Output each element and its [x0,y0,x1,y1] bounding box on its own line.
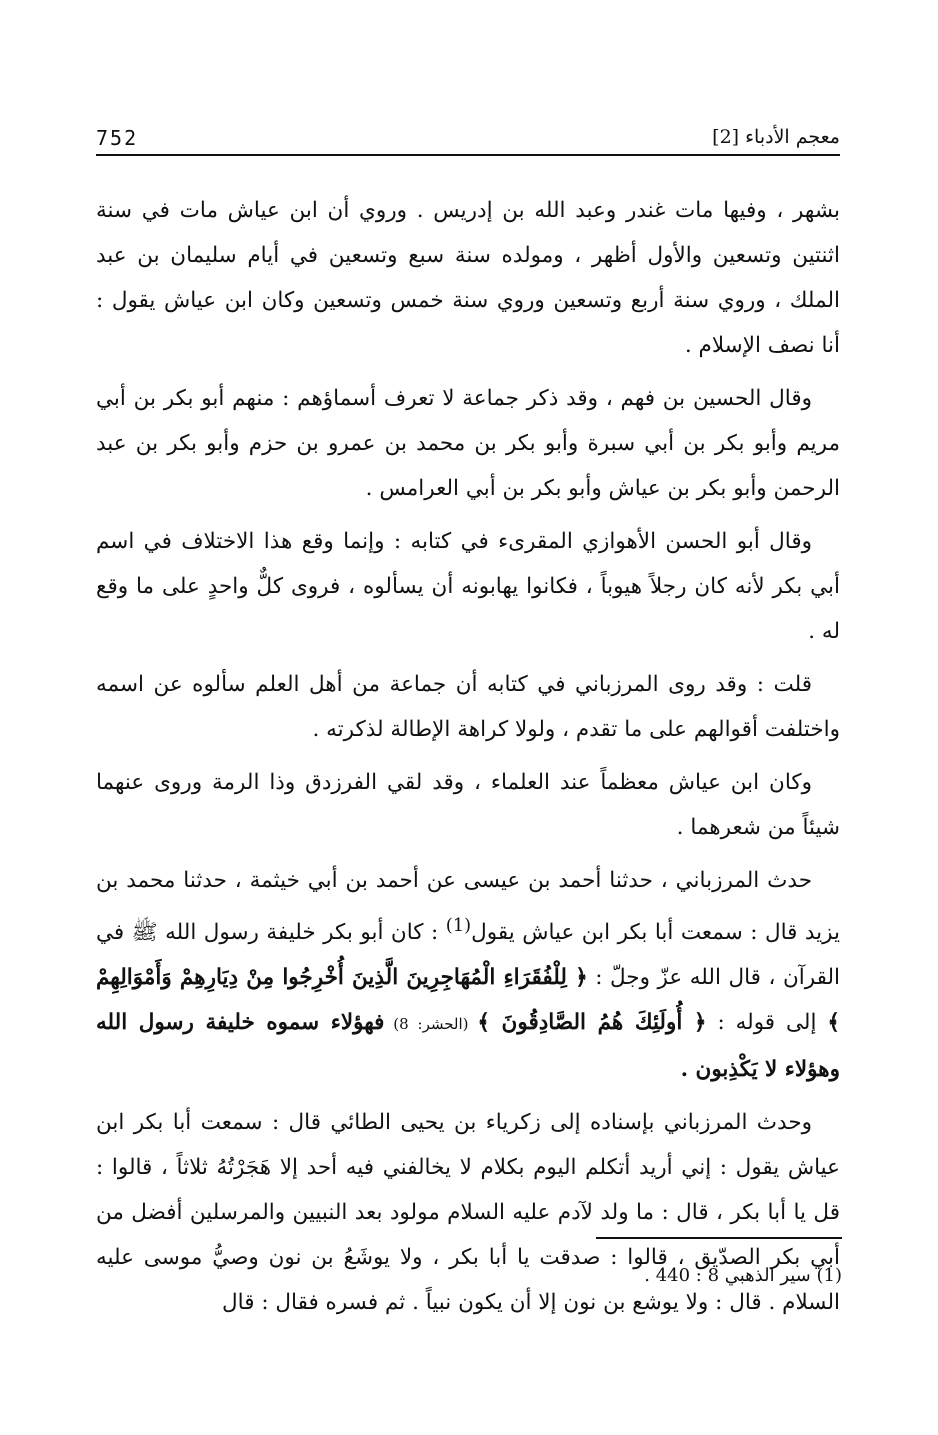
quran-verse: ﴿ أُولَئِكَ هُمُ الصَّادِقُونَ ﴾ [477,1010,707,1036]
header-rule [96,154,840,156]
page-number: 752 [96,126,139,150]
footnote-rule [596,1237,842,1239]
paragraph: بشهر ، وفيها مات غندر وعبد الله بن إدريس . وروي أن ابن عياش مات في سنة اثنتين وتسعين والأول أظهر ، ومولده سنة سبع وتسعين في أيام سليمان بن عبد الملك ، وروي سنة أربع وتسعين وروي سنة خمس وتسعين وكان ابن عياش يقول : أنا نصف الإسلام . [96,198,840,358]
footnote-marker: (1) [445,915,472,936]
text-span: إلى قوله : [706,1010,828,1036]
running-header [96,120,840,156]
verse-citation: (الحشر: 8) [384,1015,478,1034]
main-text [96,188,840,1333]
text-span: فهؤلاء سموه خليفة رسول الله وهؤلاء لا يَكْذِبون . [96,1010,840,1083]
footnote: (1) سير الذهبي 8 : 440 . [644,1265,842,1286]
paragraph: وكان ابن عياش معظماً عند العلماء ، وقد لقي الفرزدق وذا الرمة وروى عنهما شيئاً من شعرهما . [96,770,840,840]
paragraph-hadith [96,858,840,1092]
quran-verse: ﴿ لِلْفُقَرَاءِ الْمُهَاجِرِينَ الَّذِينَ أُخْرِجُوا مِنْ دِيَارِهِمْ وَأَمْوَالِهِمْ ﴾ [96,965,840,1036]
paragraph: قلت : وقد روى المرزباني في كتابه أن جماعة من أهل العلم سألوه عن اسمه واختلفت أقوالهم على ما تقدم ، ولولا كراهة الإطالة لذكرته . [96,672,840,742]
paragraph: وحدث المرزباني بإسناده إلى زكرياء بن يحيى الطائي قال : سمعت أبا بكر ابن عياش يقول : إني أريد أتكلم اليوم بكلام لا يخالفني فيه أحد إلا هَجَرْتُهُ ثلاثاً ، قالوا : قل يا أبا بكر ، قال : ما ولد لآدم عليه السلام مولود بعد النبيين والمرسلين أفضل من أبي بكر الصدّيق ، قالوا : صدقت يا أبا بكر ، ولا يوشَعُ بن نون وصيُّ موسى عليه السلام . قال : ولا يوشع بن نون إلا أن يكون نبياً . ثم فسره فقال : قال [96,1110,840,1316]
text-span: : كان أبو بكر خليفة رسول الله ﷺ في القرآن ، قال الله عزّ وجلّ : [96,920,840,991]
paragraph: وقال أبو الحسن الأهوازي المقرىء في كتابه : وإنما وقع هذا الاختلاف في اسم أبي بكر لأنه كان رجلاً هيوباً ، فكانوا يهابونه أن يسألوه ، فروى كلٌّ واحدٍ على ما وقع له . [96,529,840,644]
paragraph: وقال الحسين بن فهم ، وقد ذكر جماعة لا تعرف أسماؤهم : منهم أبو بكر بن أبي مريم وأبو بكر بن أبي سبرة وأبو بكر بن محمد بن عمرو بن حزم وأبو بكر بن عبد الرحمن وأبو بكر بن عياش وأبو بكر بن أبي العرامس . [96,386,840,501]
book-title: معجم الأدباء [2] [712,126,840,148]
text-span: حدث المرزباني ، حدثنا أحمد بن عيسى عن أحمد بن أبي خيثمة ، حدثنا محمد بن يزيد قال : سمعت أبا بكر ابن عياش يقول [96,868,841,946]
